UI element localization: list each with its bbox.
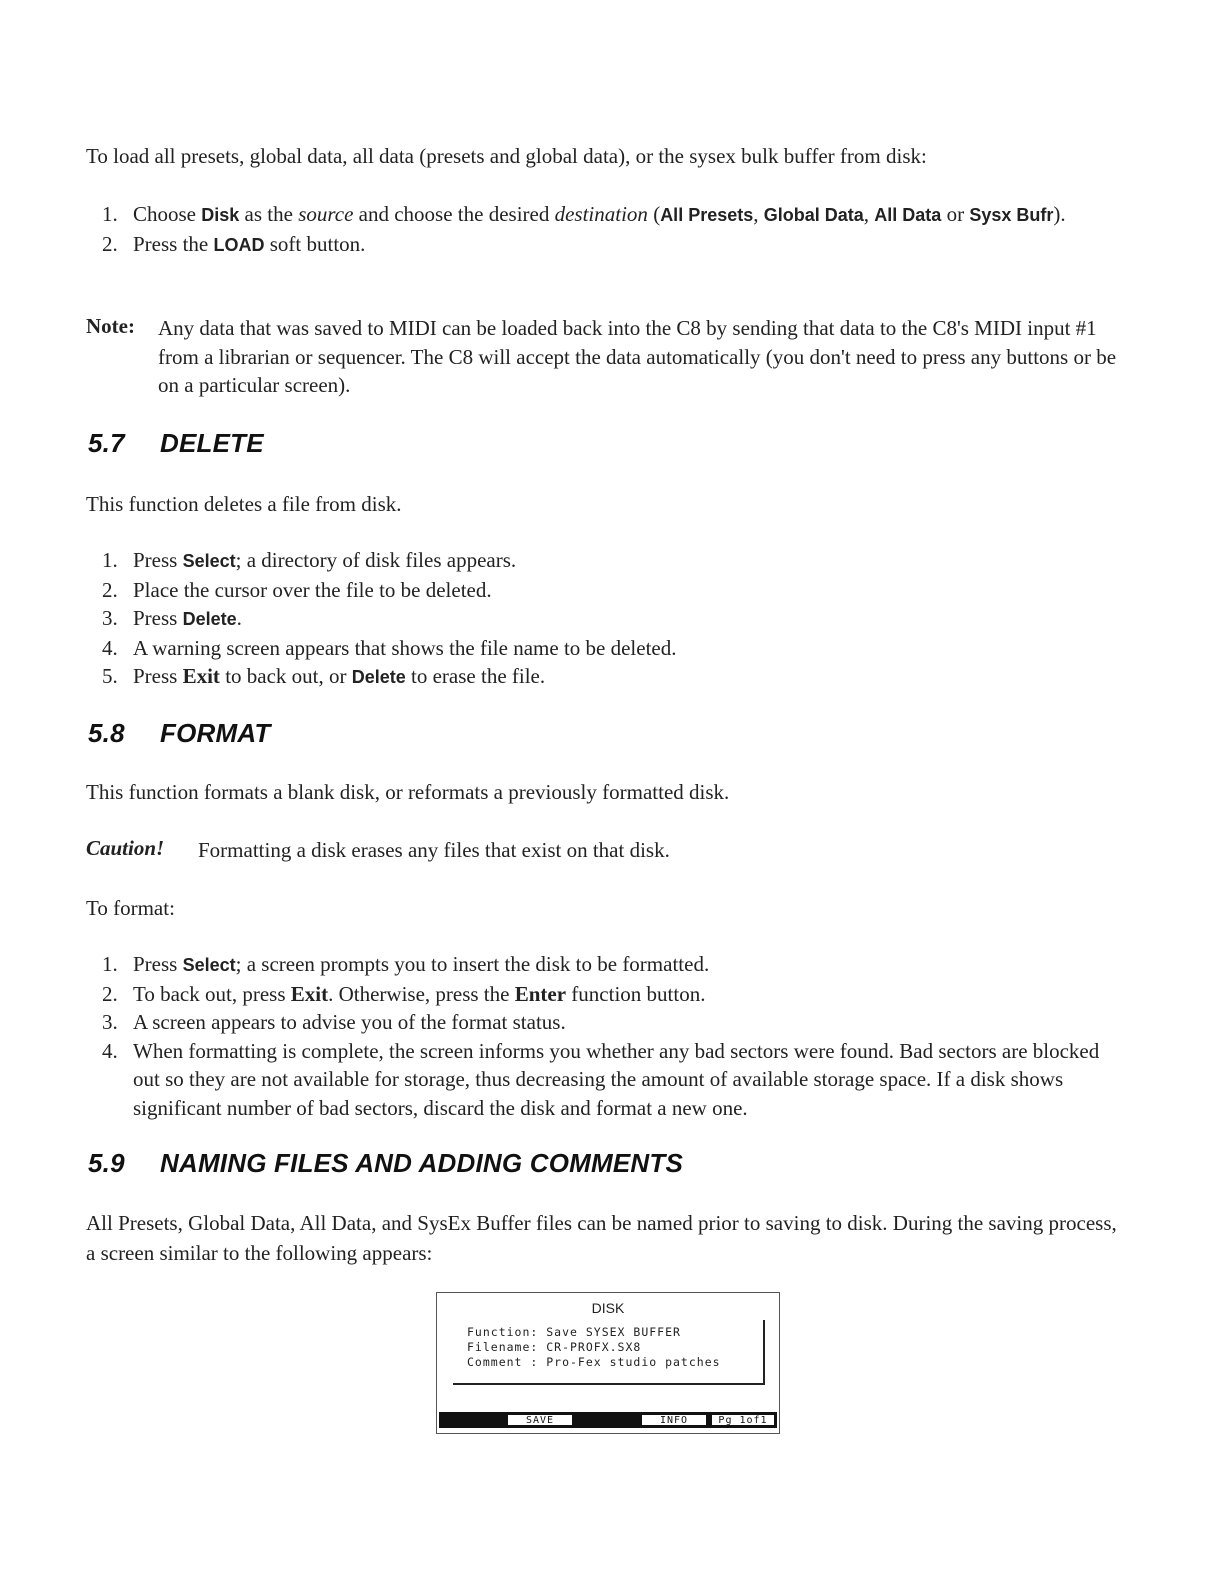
format-steps-list bbox=[102, 950, 1126, 1122]
caution-text: Formatting a disk erases any files that exist on that disk. bbox=[198, 838, 670, 862]
list-item: 1. Press Select; a directory of disk files appears. bbox=[102, 548, 517, 572]
list-item: 4. When formatting is complete, the screen informs you whether any bad sectors were found. Bad sectors are blocked out so they are not available for storage, thus decreasing the amount of available storage space. If a disk shows significant number of bad sectors, discard the disk and format a new one. bbox=[102, 1038, 1100, 1120]
delete-intro: This function deletes a file from disk. bbox=[86, 492, 402, 516]
lcd-function-line: Function: Save SYSEX BUFFER bbox=[467, 1325, 681, 1339]
disk-keyword: Disk bbox=[201, 205, 240, 225]
lcd-softkey-bar bbox=[439, 1412, 777, 1428]
lcd-filename-line: Filename: CR-PROFX.SX8 bbox=[467, 1340, 642, 1354]
lcd-screen bbox=[436, 1292, 780, 1434]
save-softkey[interactable]: SAVE bbox=[507, 1414, 573, 1426]
info-softkey[interactable]: INFO bbox=[641, 1414, 707, 1426]
page-indicator: Pg 1of1 bbox=[711, 1414, 775, 1426]
list-item: 5. Press Exit to back out, or Delete to erase the file. bbox=[102, 664, 546, 688]
lcd-comment-line: Comment : Pro-Fex studio patches bbox=[467, 1355, 721, 1369]
list-item: 3. Press Delete. bbox=[102, 606, 242, 630]
list-item: 1. Choose Disk as the source and choose the desired destination (All Presets, Global Data, All Data or Sysx Bufr). bbox=[102, 202, 1066, 226]
note-label: Note: bbox=[86, 314, 135, 338]
list-item: 2. Press the LOAD soft button. bbox=[102, 231, 366, 256]
to-format-label: To format: bbox=[86, 896, 175, 920]
list-item: 2. To back out, press Exit. Otherwise, press the Enter function button. bbox=[102, 981, 706, 1006]
section-heading-delete: 5.7 DELETE bbox=[88, 428, 264, 458]
load-steps-list bbox=[102, 200, 1112, 259]
caution-label: Caution! bbox=[86, 836, 165, 860]
lcd-title: DISK bbox=[591, 1300, 625, 1316]
list-item: 3. A screen appears to advise you of the format status. bbox=[102, 1010, 566, 1034]
list-item: 4. A warning screen appears that shows the file name to be deleted. bbox=[102, 635, 677, 660]
naming-intro: All Presets, Global Data, All Data, and SysEx Buffer files can be named prior to saving to disk. During the saving process, a screen similar to the following appears: bbox=[86, 1211, 1117, 1265]
section-heading-format: 5.8 FORMAT bbox=[88, 718, 271, 748]
intro-paragraph: To load all presets, global data, all data (presets and global data), or the sysex bulk buffer from disk: bbox=[86, 144, 927, 168]
delete-steps-list bbox=[102, 546, 1112, 692]
format-intro: This function formats a blank disk, or reformats a previously formatted disk. bbox=[86, 780, 730, 804]
load-keyword: LOAD bbox=[213, 234, 265, 255]
note-text: Any data that was saved to MIDI can be loaded back into the C8 by sending that data to the C8's MIDI input #1 from a librarian or sequencer. The C8 will accept the data automatically (you don't need to press any buttons or be on a particular screen). bbox=[158, 316, 1117, 397]
section-heading-naming: 5.9 NAMING FILES AND ADDING COMMENTS bbox=[88, 1148, 684, 1178]
list-item: 2. Place the cursor over the file to be deleted. bbox=[102, 577, 492, 602]
list-item: 1. Press Select; a screen prompts you to insert the disk to be formatted. bbox=[102, 952, 710, 976]
